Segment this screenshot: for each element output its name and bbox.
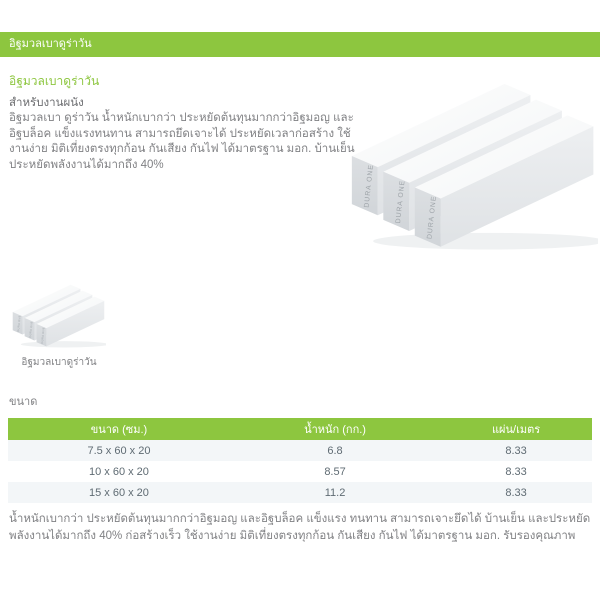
footer-note: น้ำหนักเบากว่า ประหยัดต้นทุนมากกว่าอิฐมอญ และอิฐบล็อค แข็งแรง ทนทาน สามารถเจาะยึดได้ บ้านเย็น และประหยัดพลังงานได้มากถึง 40% ก่อสร้างเร็ว ใช้งานง่าย มิติเที่ยงตรงทุกก้อน กันเสียง กันไฟ ได้มาตรฐาน มอก. รับรองคุณภาพ [9,513,591,542]
product-description: อิฐมวลเบา ดูร่าวัน น้ำหนักเบากว่า ประหยัดต้นทุนมากกว่าอิฐมอญ และอิฐบล็อค แข็งแรงทนทาน สามารถยึดเจาะได้ ประหยัดเวลาก่อสร้าง ใช้งานง่าย มิติเที่ยงตรงทุกก้อน กันเสียง กันไฟ ได้มาตรฐาน มอก. บ้านเย็น ประหยัดพลังงานได้มากถึง 40% [9,112,355,171]
size-table [8,418,592,503]
size-table-header-weight: น้ำหนัก (กก.) [230,418,440,440]
size-table-body [8,440,592,503]
size-table-header-row [8,418,592,440]
table-cell: 15 x 60 x 20 [88,486,149,499]
table-row [8,482,592,503]
section-header-bar [0,32,600,57]
size-section-label: ขนาด [9,396,38,408]
table-cell: 7.5 x 60 x 20 [87,444,151,457]
table-cell: 11.2 [324,486,346,499]
thumbnail-caption: อิฐมวลเบาดูร่าวัน [21,356,97,368]
table-cell: 8.33 [505,444,527,457]
table-row [8,440,592,461]
table-row [8,461,592,482]
table-cell: 10 x 60 x 20 [88,465,149,478]
section-header-title: อิฐมวลเบาดูร่าวัน [9,38,92,50]
page-title: อิฐมวลเบาดูร่าวัน [9,74,100,88]
blocks-render-large [350,82,598,252]
blocks-render-thumbnail [12,284,106,349]
table-cell: 8.57 [324,465,346,478]
table-cell: 6.8 [327,444,343,457]
product-hero-image [350,82,598,262]
size-table-header-pieces: แผ่น/เมตร [440,418,592,440]
table-cell: 8.33 [505,486,527,499]
size-table-header-size: ขนาด (ซม.) [8,418,230,440]
gallery-thumbnail[interactable] [8,284,110,370]
table-cell: 8.33 [505,465,527,478]
product-subtitle: สำหรับงานผนัง [9,97,84,109]
